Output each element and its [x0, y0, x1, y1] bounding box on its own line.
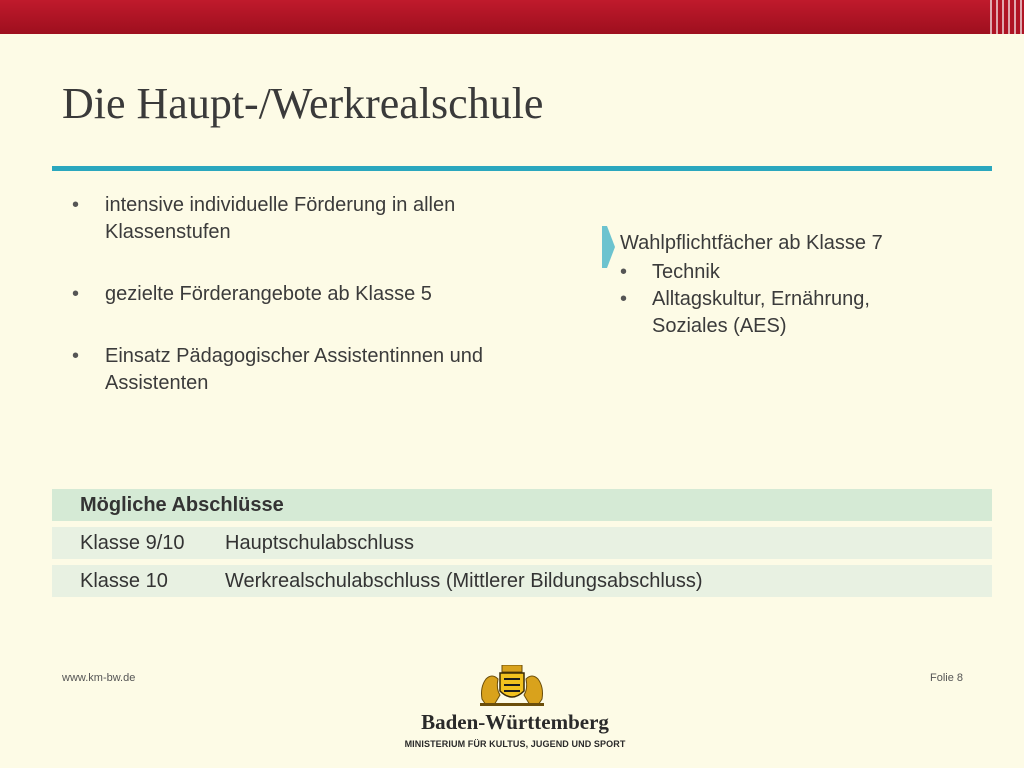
logo-subtitle: MINISTERIUM FÜR KULTUS, JUGEND UND SPORT — [404, 739, 626, 749]
table-row — [52, 527, 992, 559]
wahlpflicht-list — [620, 259, 950, 340]
bullet-item: • intensive individuelle Förderung in allen Klassenstufen — [72, 192, 502, 246]
table-cell-abschluss: Werkrealschulabschluss (Mittlerer Bildungsabschluss) — [225, 570, 703, 592]
title-divider — [52, 166, 992, 171]
table-row — [52, 565, 992, 597]
wahlpflicht-item: • Alltagskultur, Ernährung, Soziales (AES) — [620, 286, 950, 340]
coat-of-arms-icon — [476, 665, 548, 707]
chevron-right-icon — [602, 226, 615, 268]
abschluesse-table — [52, 489, 992, 603]
ministry-logo — [400, 665, 630, 757]
table-cell-abschluss: Hauptschulabschluss — [225, 532, 414, 554]
bullet-item: • gezielte Förderangebote ab Klasse 5 — [72, 281, 502, 308]
footer-url: www.km-bw.de — [62, 672, 136, 684]
top-bar-stripes — [990, 0, 1024, 34]
top-bar — [0, 0, 1024, 34]
wahlpflicht-item: • Technik — [620, 259, 950, 286]
table-cell-klasse: Klasse 9/10 — [80, 532, 185, 554]
bullet-list — [72, 192, 502, 432]
slide-number: Folie 8 — [930, 672, 964, 684]
table-header: Mögliche Abschlüsse — [80, 494, 284, 516]
logo-name: Baden-Württemberg — [421, 710, 609, 734]
table-header-row — [52, 489, 992, 521]
table-cell-klasse: Klasse 10 — [80, 570, 168, 592]
bullet-item: • Einsatz Pädagogischer Assistentinnen und Assistenten — [72, 343, 502, 397]
slide-title: Die Haupt-/Werkrealschule — [62, 79, 544, 128]
wahlpflicht-title: Wahlpflichtfächer ab Klasse 7 — [620, 232, 883, 254]
